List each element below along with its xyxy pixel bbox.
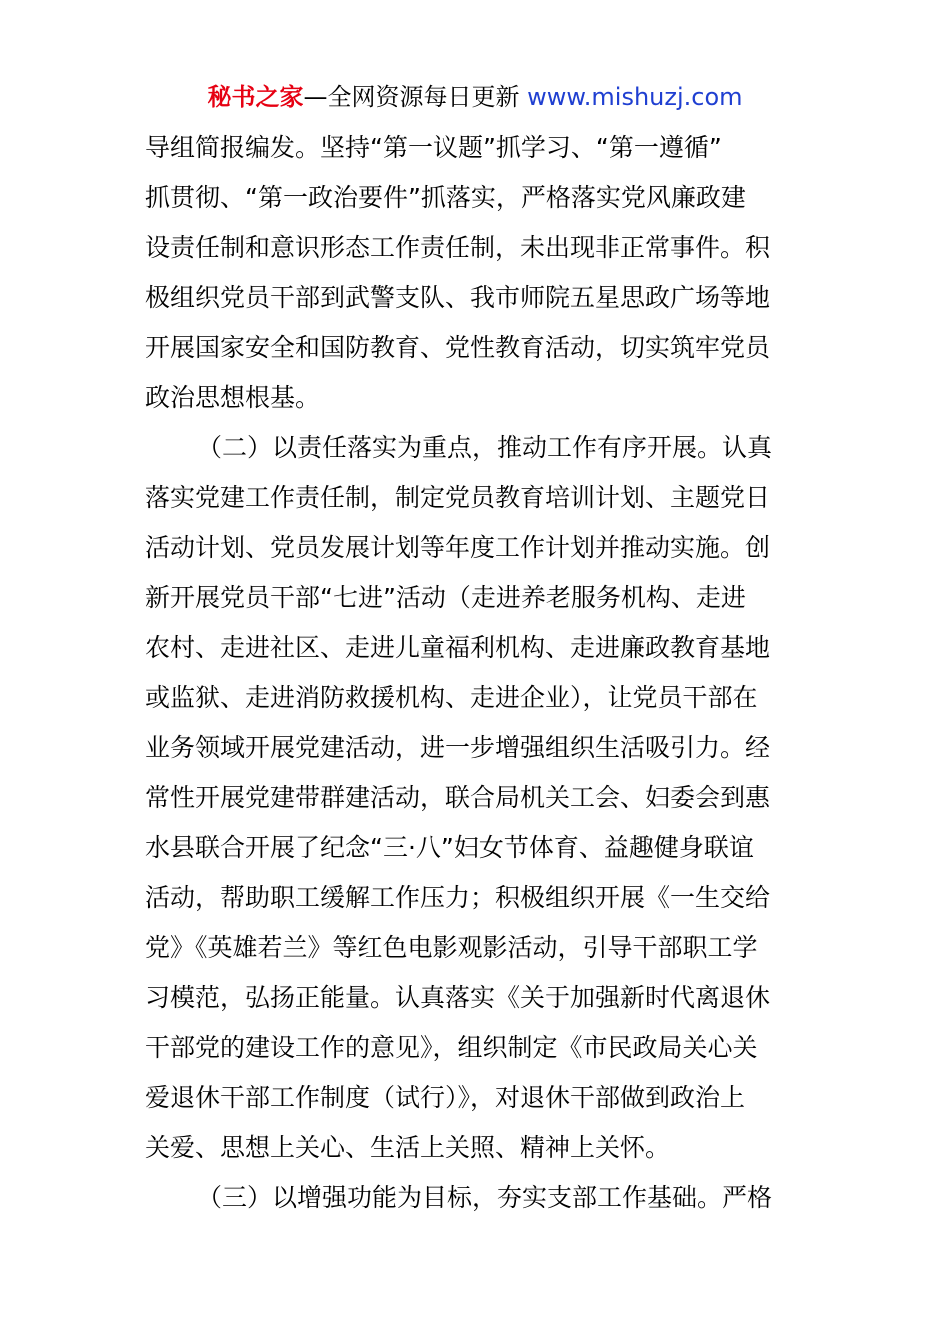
text-line: 或监狱、走进消防救援机构、走进企业），让党员干部在 [145, 683, 758, 712]
text-line: 业务领域开展党建活动，进一步增强组织生活吸引力。经 [145, 733, 771, 762]
text-line: 极组织党员干部到武警支队、我市师院五星思政广场等地 [145, 283, 771, 312]
text-line: 农村、走进社区、走进儿童福利机构、走进廉政教育基地 [145, 633, 771, 662]
text-line: 活动计划、党员发展计划等年度工作计划并推动实施。创 [145, 533, 771, 562]
text-line: 落实党建工作责任制，制定党员教育培训计划、主题党日 [145, 483, 771, 512]
text-line: 习模范，弘扬正能量。认真落实《关于加强新时代离退休 [145, 983, 771, 1012]
header-tagline: —全网资源每日更新 [303, 83, 528, 111]
page-header [0, 80, 950, 114]
text-line: 干部党的建设工作的意见》，组织制定《市民政局关心关 [145, 1033, 758, 1062]
text-line: 开展国家安全和国防教育、党性教育活动，切实筑牢党员 [145, 333, 771, 362]
text-line: 设责任制和意识形态工作责任制，未出现非正常事件。积 [145, 233, 771, 262]
document-body [145, 123, 807, 1223]
brand-name: 秘书之家 [207, 83, 304, 111]
text-line: 党》《英雄若兰》等红色电影观影活动，引导干部职工学 [145, 933, 758, 962]
text-line: 活动，帮助职工缓解工作压力；积极组织开展《一生交给 [145, 883, 771, 912]
text-line: 爱退休干部工作制度（试行）》，对退休干部做到政治上 [145, 1083, 746, 1112]
paragraph-heading-3: （三）以增强功能为目标，夯实支部工作基础。严格 [197, 1183, 773, 1212]
text-line: 抓贯彻、“第一政治要件”抓落实，严格落实党风廉政建 [145, 183, 746, 212]
text-line: 政治思想根基。 [145, 383, 321, 412]
text-line: 水县联合开展了纪念“三·八”妇女节体育、益趣健身联谊 [145, 833, 754, 862]
paragraph-heading-2: （二）以责任落实为重点，推动工作有序开展。认真 [197, 433, 773, 462]
text-line: 关爱、思想上关心、生活上关照、精神上关怀。 [145, 1133, 671, 1162]
text-line: 新开展党员干部“七进”活动（走进养老服务机构、走进 [145, 583, 746, 612]
website-url[interactable]: www.mishuzj.com [527, 83, 743, 111]
text-line: 导组简报编发。坚持“第一议题”抓学习、“第一遵循” [145, 133, 722, 162]
text-line: 常性开展党建带群建活动，联合局机关工会、妇委会到惠 [145, 783, 771, 812]
